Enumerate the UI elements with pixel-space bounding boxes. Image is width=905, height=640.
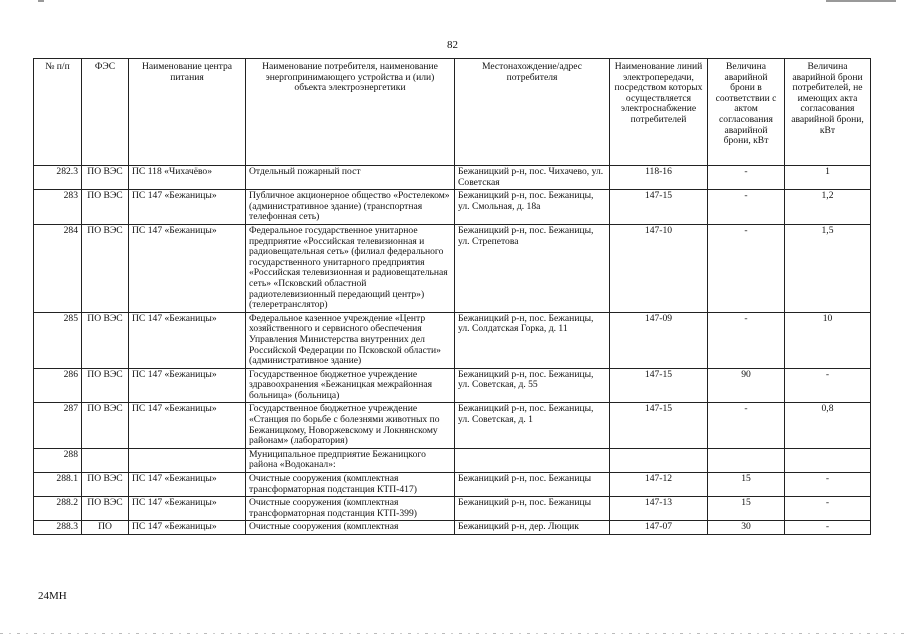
table-body [34, 166, 871, 535]
scan-edge-mark-right [826, 0, 896, 2]
cell-address: Бежаницкий р-н, пос. Бежаницы, ул. Смольная, д. 18а [455, 190, 610, 225]
cell-address: Бежаницкий р-н, пос. Бежаницы, ул. Солдатская Горка, д. 11 [455, 312, 610, 368]
cell-address: Бежаницкий р-н, пос. Чихачево, ул. Советская [455, 166, 610, 190]
table-row [34, 521, 871, 535]
table-row [34, 190, 871, 225]
cell-number: 288.3 [34, 521, 82, 535]
cell-fes: ПО ВЭС [82, 368, 129, 403]
cell-address [455, 448, 610, 472]
scan-bottom-edge [0, 633, 905, 634]
cell-power-center: ПС 147 «Бежаницы» [129, 190, 246, 225]
cell-power-center [129, 448, 246, 472]
cell-power-line: 147-13 [610, 497, 708, 521]
cell-power-line: 147-12 [610, 473, 708, 497]
table-row [34, 224, 871, 312]
cell-consumer: Отдельный пожарный пост [246, 166, 455, 190]
cell-consumer: Федеральное казенное учреждение «Центр хозяйственного и сервисного обеспечения Управления Министерства внутренних дел Российской Федерации по Псковской области» (административное здание) [246, 312, 455, 368]
cell-reserve-without-act: 1 [785, 166, 871, 190]
cell-power-line: 147-09 [610, 312, 708, 368]
cell-power-center: ПС 147 «Бежаницы» [129, 521, 246, 535]
scan-edge-mark-left [38, 0, 44, 2]
table-row [34, 312, 871, 368]
cell-reserve-without-act [785, 448, 871, 472]
cell-consumer: Муниципальное предприятие Бежаницкого района «Водоканал»: [246, 448, 455, 472]
cell-fes: ПО ВЭС [82, 403, 129, 448]
header-number: № п/п [34, 59, 82, 166]
cell-fes: ПО ВЭС [82, 190, 129, 225]
table-row [34, 448, 871, 472]
cell-power-center: ПС 147 «Бежаницы» [129, 473, 246, 497]
cell-consumer: Очистные сооружения (комплектная [246, 521, 455, 535]
cell-power-center: ПС 147 «Бежаницы» [129, 497, 246, 521]
cell-reserve-without-act: 0,8 [785, 403, 871, 448]
table-header-row [34, 59, 871, 166]
cell-reserve-with-act: - [708, 224, 785, 312]
cell-number: 285 [34, 312, 82, 368]
cell-address: Бежаницкий р-н, пос. Бежаницы [455, 497, 610, 521]
cell-number: 288.2 [34, 497, 82, 521]
cell-address: Бежаницкий р-н, пос. Бежаницы, ул. Стрепетова [455, 224, 610, 312]
cell-number: 283 [34, 190, 82, 225]
cell-reserve-without-act: - [785, 521, 871, 535]
cell-reserve-with-act: - [708, 403, 785, 448]
cell-fes: ПО ВЭС [82, 473, 129, 497]
cell-reserve-without-act: - [785, 368, 871, 403]
cell-reserve-with-act [708, 448, 785, 472]
table-row [34, 473, 871, 497]
cell-consumer: Публичное акционерное общество «Ростелеком» (административное здание) (транспортная телефонная сеть) [246, 190, 455, 225]
cell-reserve-with-act: 90 [708, 368, 785, 403]
header-address: Местонахождение/адрес потребителя [455, 59, 610, 166]
cell-number: 282.3 [34, 166, 82, 190]
cell-reserve-with-act: - [708, 190, 785, 225]
cell-power-line: 147-07 [610, 521, 708, 535]
cell-consumer: Государственное бюджетное учреждение здравоохранения «Бежаницкая межрайонная больница» (больница) [246, 368, 455, 403]
cell-reserve-without-act: - [785, 473, 871, 497]
cell-number: 288 [34, 448, 82, 472]
cell-fes: ПО ВЭС [82, 312, 129, 368]
header-reserve-without-act: Величина аварийной брони потребителей, не имеющих акта согласования аварийной брони, кВт [785, 59, 871, 166]
cell-power-line: 118-16 [610, 166, 708, 190]
cell-reserve-without-act: - [785, 497, 871, 521]
emergency-reserve-table [33, 58, 871, 535]
cell-address: Бежаницкий р-н, пос. Бежаницы, ул. Советская, д. 1 [455, 403, 610, 448]
cell-power-center: ПС 118 «Чихачёво» [129, 166, 246, 190]
cell-reserve-without-act: 1,2 [785, 190, 871, 225]
header-fes: ФЭС [82, 59, 129, 166]
cell-number: 287 [34, 403, 82, 448]
cell-fes [82, 448, 129, 472]
cell-number: 286 [34, 368, 82, 403]
cell-consumer: Очистные сооружения (комплектная трансформаторная подстанция КТП-417) [246, 473, 455, 497]
cell-reserve-without-act: 1,5 [785, 224, 871, 312]
cell-power-center: ПС 147 «Бежаницы» [129, 403, 246, 448]
header-power-line: Наименование линий электропередачи, посредством которых осуществляется электроснабжение потребителей [610, 59, 708, 166]
table-row [34, 368, 871, 403]
cell-power-center: ПС 147 «Бежаницы» [129, 312, 246, 368]
cell-consumer: Очистные сооружения (комплектная трансформаторная подстанция КТП-399) [246, 497, 455, 521]
footer-code: 24МН [38, 590, 67, 602]
cell-address: Бежаницкий р-н, пос. Бежаницы [455, 473, 610, 497]
cell-power-center: ПС 147 «Бежаницы» [129, 368, 246, 403]
cell-power-line: 147-15 [610, 190, 708, 225]
cell-reserve-without-act: 10 [785, 312, 871, 368]
header-consumer: Наименование потребителя, наименование энергопринимающего устройства и (или) объекта электроэнергетики [246, 59, 455, 166]
cell-power-line [610, 448, 708, 472]
table-row [34, 166, 871, 190]
cell-reserve-with-act: 30 [708, 521, 785, 535]
cell-fes: ПО ВЭС [82, 497, 129, 521]
cell-number: 284 [34, 224, 82, 312]
cell-consumer: Федеральное государственное унитарное предприятие «Российская телевизионная и радиовещательная сеть» (филиал федерального государственного унитарного предприятия «Российская телевизионная и радиовещательная сеть» «Псковский областной радиотелевизионный передающий центр») (телеретранслятор) [246, 224, 455, 312]
cell-power-line: 147-15 [610, 368, 708, 403]
cell-fes: ПО ВЭС [82, 166, 129, 190]
cell-reserve-with-act: 15 [708, 473, 785, 497]
cell-power-center: ПС 147 «Бежаницы» [129, 224, 246, 312]
cell-fes: ПО [82, 521, 129, 535]
cell-power-line: 147-15 [610, 403, 708, 448]
cell-reserve-with-act: - [708, 312, 785, 368]
header-power-center: Наименование центра питания [129, 59, 246, 166]
header-reserve-with-act: Величина аварийной брони в соответствии с актом согласования аварийной брони, кВт [708, 59, 785, 166]
cell-consumer: Государственное бюджетное учреждение «Станция по борьбе с болезнями животных по Бежаницкому, Новоржевскому и Локнянскому районам» (лаборатория) [246, 403, 455, 448]
cell-address: Бежаницкий р-н, пос. Бежаницы, ул. Советская, д. 55 [455, 368, 610, 403]
cell-reserve-with-act: 15 [708, 497, 785, 521]
cell-power-line: 147-10 [610, 224, 708, 312]
cell-fes: ПО ВЭС [82, 224, 129, 312]
page-number: 82 [447, 39, 458, 51]
table-row [34, 403, 871, 448]
table-row [34, 497, 871, 521]
cell-address: Бежаницкий р-н, дер. Лющик [455, 521, 610, 535]
cell-reserve-with-act: - [708, 166, 785, 190]
cell-number: 288.1 [34, 473, 82, 497]
